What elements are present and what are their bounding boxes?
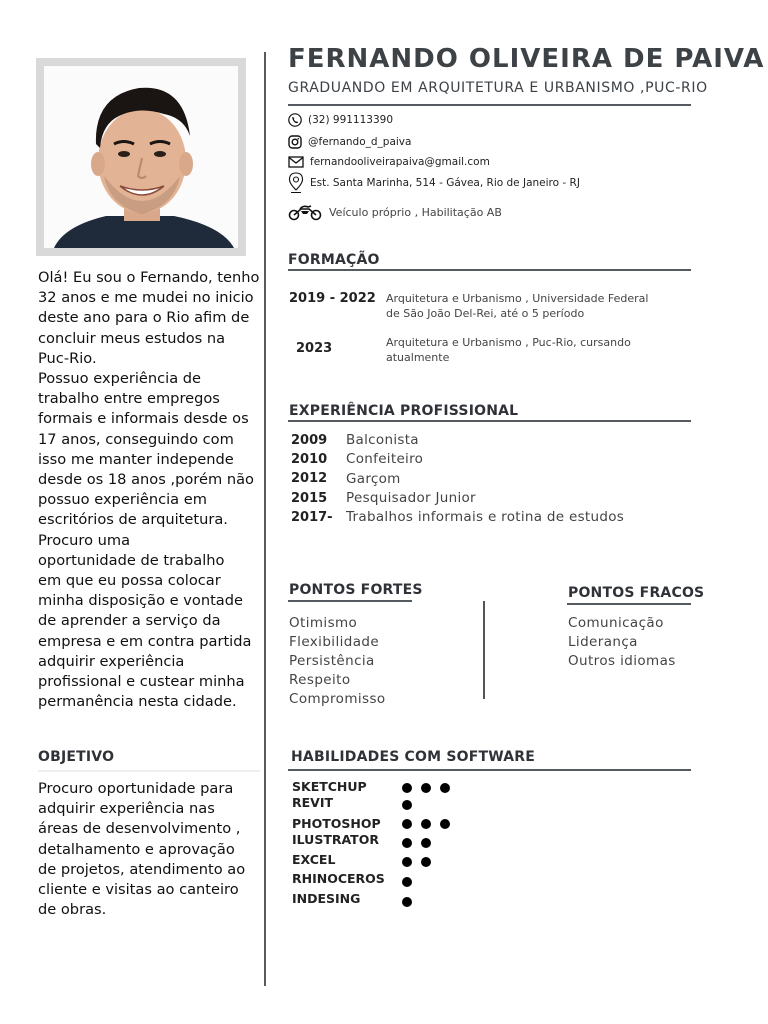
motorcycle-icon <box>287 203 323 221</box>
location-pin-icon <box>288 172 304 194</box>
weaknesses-title: PONTOS FRACOS <box>568 585 705 601</box>
experience-rule <box>288 420 691 422</box>
software-name: PHOTOSHOP <box>292 816 381 831</box>
education-rule <box>288 269 691 271</box>
experience-year: 2017- <box>291 510 333 525</box>
weaknesses-list <box>568 614 676 671</box>
software-name: RHINOCEROS <box>292 871 385 886</box>
candidate-name: FERNANDO OLIVEIRA DE PAIVA <box>288 44 765 74</box>
strengths-title: PONTOS FORTES <box>289 582 423 598</box>
experience-year: 2015 <box>291 491 328 506</box>
phone-icon <box>288 113 302 127</box>
objective-text: Procuro oportunidade para adquirir experiência nas áreas de desenvolvimento , detalhamento e aprovação de projetos, atendimento ao cliente e visitas ao canteiro de obras. <box>38 780 246 919</box>
profile-photo-frame <box>36 58 246 256</box>
profile-photo-illustration <box>44 66 238 248</box>
skill-level-dot <box>421 783 431 793</box>
strength-item: Flexibilidade <box>289 634 380 650</box>
about-text: Olá! Eu sou o Fernando, tenho 32 anos e me mudei no inicio deste ano para o Rio afim de concluir meus estudos na Puc-Rio. Possuo experiência de trabalho entre empregos formais e informais desde os 17 anos, conseguindo com isso me manter independe desde os 18 anos ,porém não possuo experiência em escritórios de arquitetura. Procuro uma oportunidade de trabalho em que eu possa colocar minha disposição e vontade de aprender a serviço da empresa e em contra partida adquirir experiência profissional e custear minha permanência nesta cidade. <box>38 269 260 711</box>
strength-item: Otimismo <box>289 615 358 631</box>
experience-title: EXPERIÊNCIA PROFISSIONAL <box>289 403 519 419</box>
instagram-handle[interactable]: @fernando_d_paiva <box>308 136 412 148</box>
skill-level-dot <box>402 783 412 793</box>
education-text: Arquitetura e Urbanismo , Universidade Federal de São João Del-Rei, até o 5 período <box>386 292 649 320</box>
experience-year: 2009 <box>291 433 328 448</box>
candidate-subtitle: GRADUANDO EM ARQUITETURA E URBANISMO ,PUC-RIO <box>288 80 708 96</box>
email-icon <box>288 156 304 168</box>
contact-vehicle <box>287 203 502 221</box>
email-address[interactable]: fernandooliveirapaiva@gmail.com <box>310 156 490 168</box>
skill-level-dot <box>402 857 412 867</box>
experience-role: Trabalhos informais e rotina de estudos <box>346 509 625 525</box>
contact-address <box>288 172 580 194</box>
vehicle-text: Veículo próprio , Habilitação AB <box>329 205 502 219</box>
address-text: Est. Santa Marinha, 514 - Gávea, Rio de Janeiro - RJ <box>310 177 580 189</box>
profile-photo <box>44 66 238 248</box>
phone-number[interactable]: (32) 991113390 <box>308 114 394 126</box>
skill-level-dot <box>402 877 412 887</box>
strength-item: Persistência <box>289 653 375 669</box>
skill-level-dot <box>402 897 412 907</box>
education-text: Arquitetura e Urbanismo , Puc-Rio, cursando atualmente <box>386 336 631 364</box>
software-name: EXCEL <box>292 852 336 867</box>
strengths-rule <box>288 600 412 602</box>
software-name: REVIT <box>292 795 334 810</box>
software-name: ILUSTRATOR <box>292 832 379 847</box>
education-title: FORMAÇÃO <box>288 252 380 268</box>
strength-item: Compromisso <box>289 691 386 707</box>
experience-role: Confeiteiro <box>346 451 424 467</box>
experience-role: Garçom <box>346 471 401 487</box>
experience-role: Balconista <box>346 432 419 448</box>
education-years: 2023 <box>296 341 333 356</box>
skill-level-dot <box>421 819 431 829</box>
header-rule <box>288 104 691 106</box>
experience-role: Pesquisador Junior <box>346 490 476 506</box>
column-divider <box>264 52 266 986</box>
skill-level-dot <box>402 800 412 810</box>
education-years: 2019 - 2022 <box>289 291 376 306</box>
weakness-item: Outros idiomas <box>568 653 676 669</box>
weaknesses-rule <box>567 603 691 605</box>
skill-level-dot <box>421 857 431 867</box>
contact-email <box>288 156 490 168</box>
skill-level-dot <box>440 783 450 793</box>
strengths-list <box>289 614 386 709</box>
software-title: HABILIDADES COM SOFTWARE <box>291 749 536 765</box>
software-name: INDESING <box>292 891 361 906</box>
strength-item: Respeito <box>289 672 351 688</box>
objective-title: OBJETIVO <box>38 749 115 765</box>
weakness-item: Liderança <box>568 634 638 650</box>
experience-year: 2012 <box>291 471 328 486</box>
software-rule <box>288 769 691 771</box>
software-name: SKETCHUP <box>292 779 367 794</box>
strengths-weaknesses-divider <box>483 601 485 699</box>
skill-level-dot <box>440 819 450 829</box>
skill-level-dot <box>402 819 412 829</box>
contact-phone <box>288 113 393 127</box>
contact-instagram <box>288 135 411 149</box>
experience-year: 2010 <box>291 452 328 467</box>
objective-divider <box>38 770 260 772</box>
instagram-icon <box>288 135 302 149</box>
weakness-item: Comunicação <box>568 615 664 631</box>
skill-level-dot <box>421 838 431 848</box>
skill-level-dot <box>402 838 412 848</box>
